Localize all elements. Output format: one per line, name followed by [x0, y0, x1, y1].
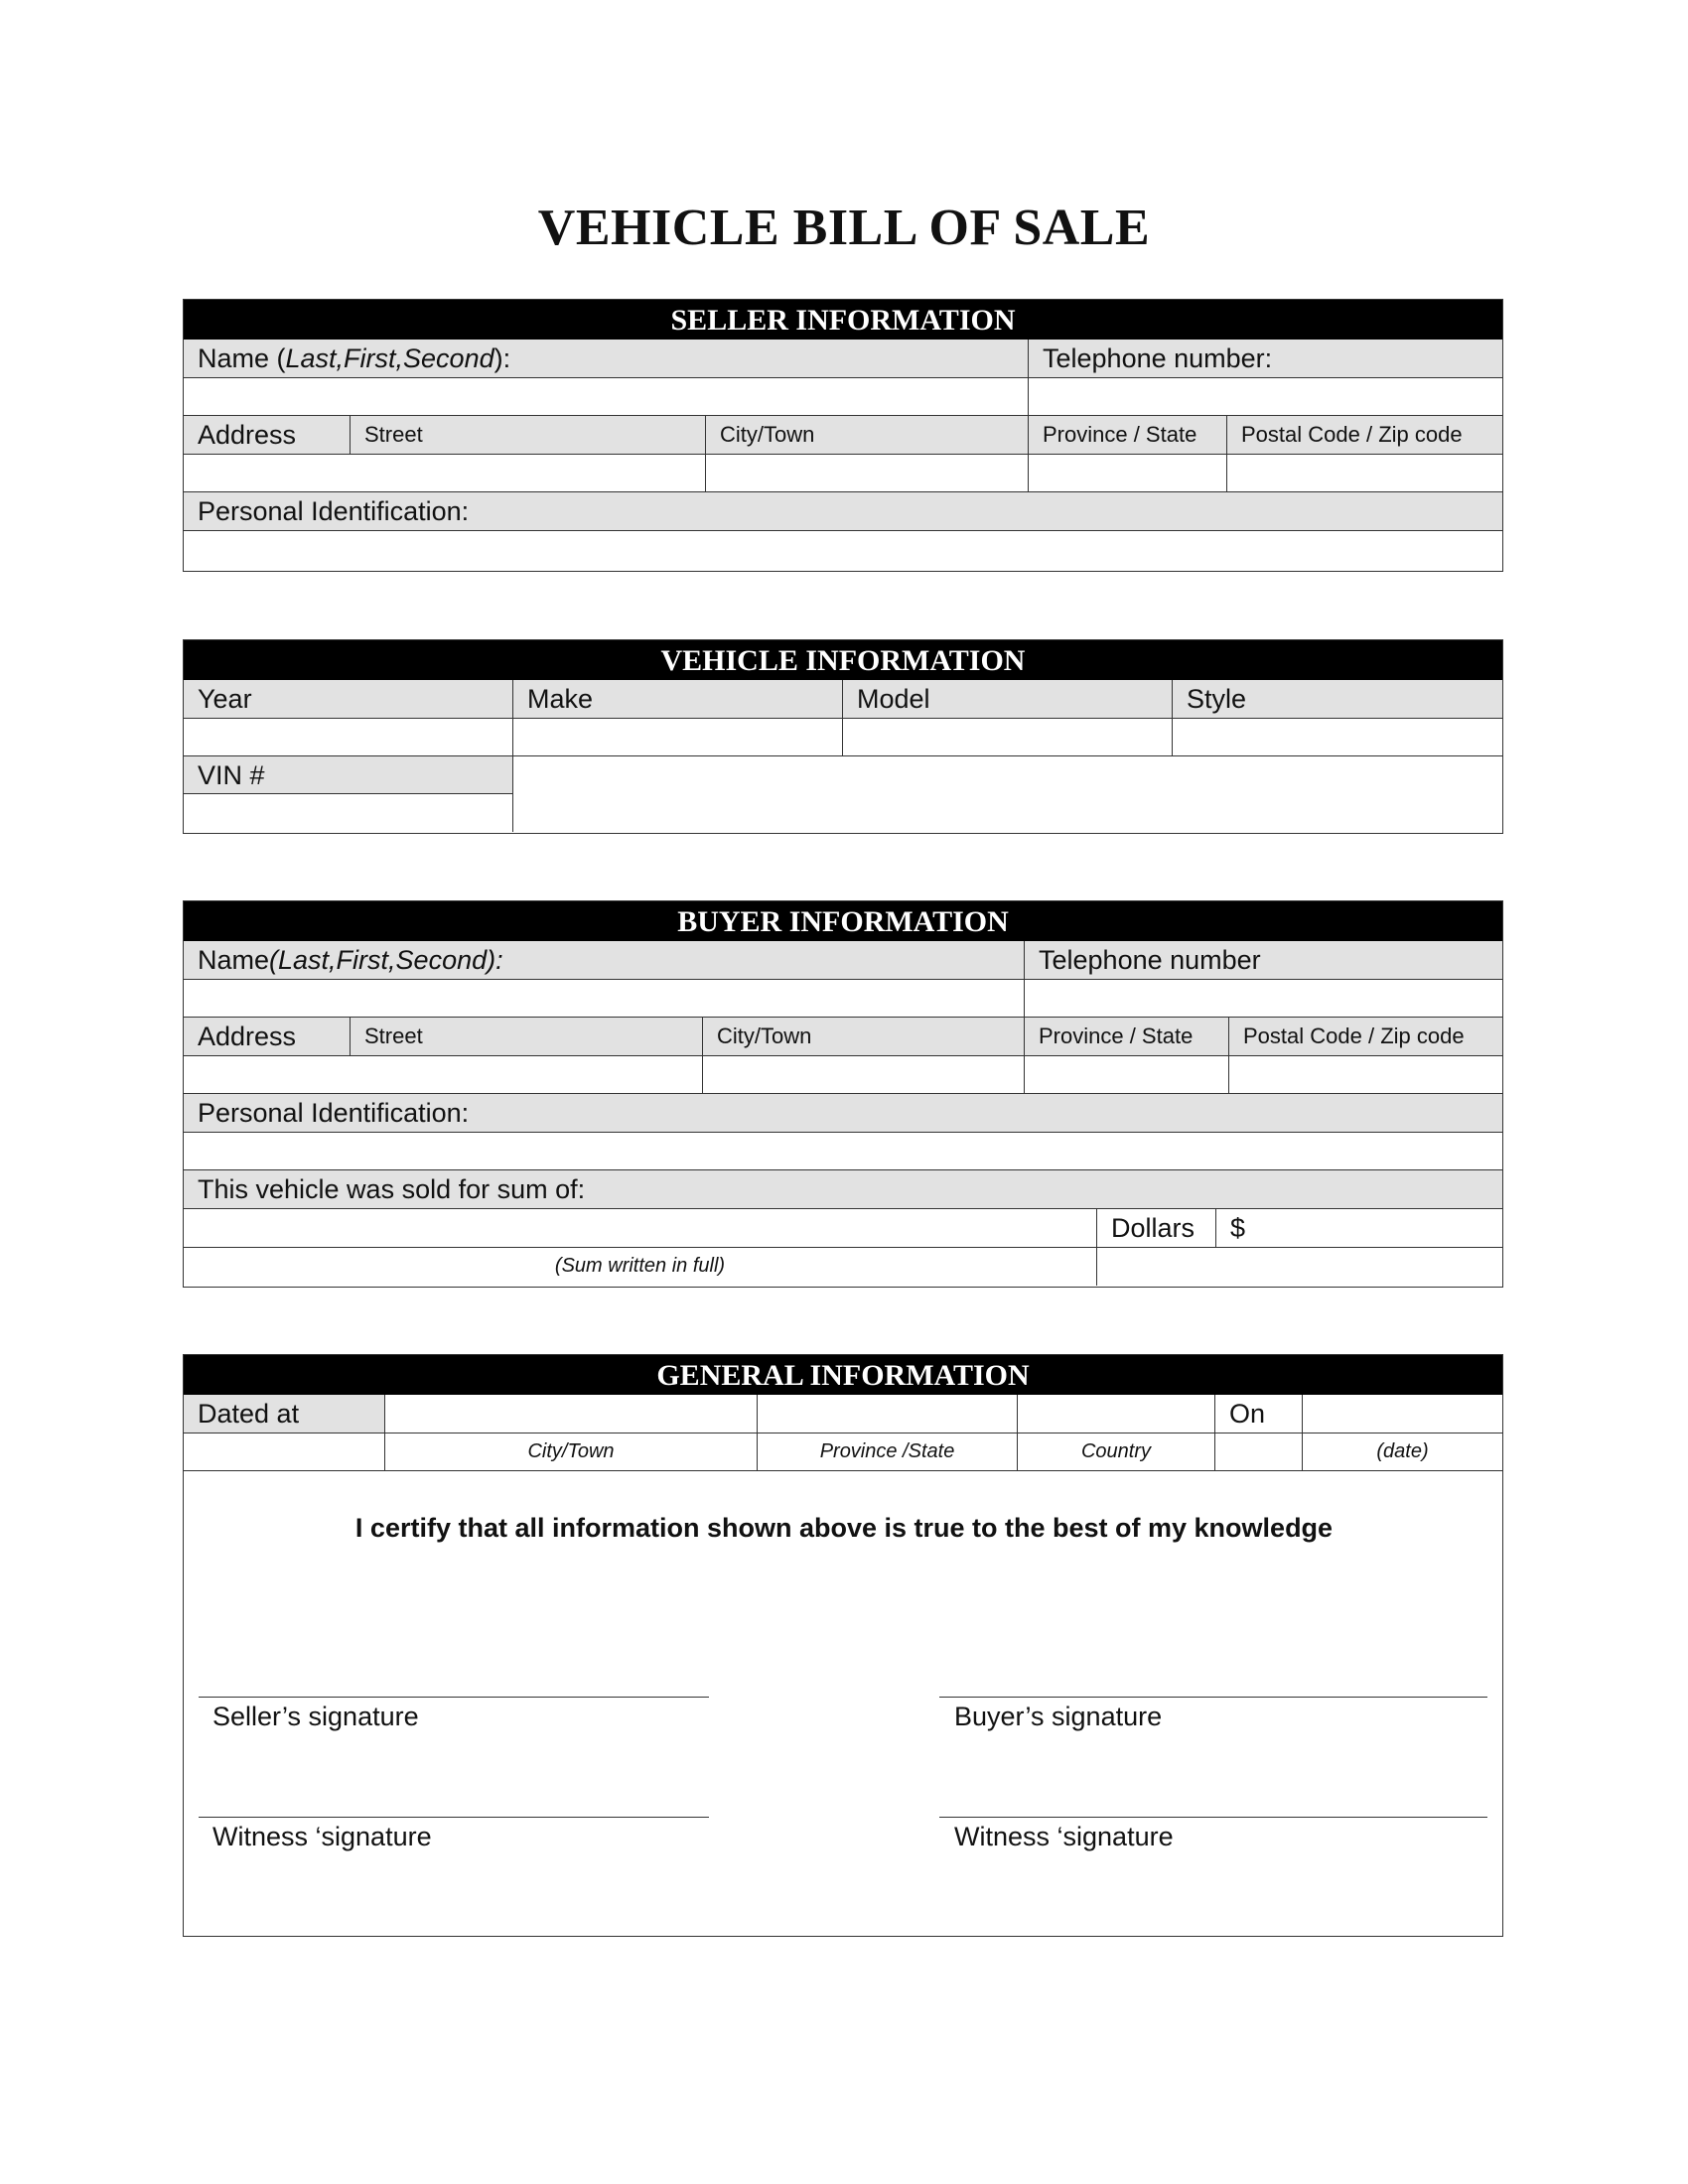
buyer-province-field[interactable] — [1025, 1056, 1229, 1094]
buyer-witness-signature-label: Witness ‘signature — [954, 1822, 1174, 1851]
buyer-signature-label: Buyer’s signature — [954, 1702, 1163, 1731]
seller-section — [183, 299, 1503, 572]
on-blank-cell — [1215, 1433, 1303, 1471]
seller-street-label: Street — [351, 416, 706, 455]
seller-postal-field[interactable] — [1227, 455, 1502, 492]
vehicle-year-field[interactable] — [184, 719, 513, 756]
on-label: On — [1215, 1395, 1303, 1433]
buyer-sum-label: This vehicle was sold for sum of: — [184, 1170, 1502, 1209]
city-hint: City/Town — [385, 1433, 758, 1471]
buyer-name-label: Name(Last,First,Second): — [184, 941, 1025, 980]
vehicle-model-label: Model — [843, 680, 1173, 719]
province-hint: Province /State — [758, 1433, 1018, 1471]
seller-telephone-field[interactable] — [1029, 378, 1502, 416]
dated-country-field[interactable] — [1018, 1395, 1215, 1433]
country-hint: Country — [1018, 1433, 1215, 1471]
buyer-dollars-label: Dollars — [1097, 1209, 1216, 1248]
seller-telephone-label: Telephone number: — [1029, 340, 1502, 378]
buyer-province-label: Province / State — [1025, 1018, 1229, 1056]
vehicle-make-field[interactable] — [513, 719, 843, 756]
date-field[interactable] — [1303, 1395, 1502, 1433]
seller-province-label: Province / State — [1029, 416, 1227, 455]
buyer-header: BUYER INFORMATION — [184, 901, 1502, 941]
buyer-sum-hint: (Sum written in full) — [184, 1248, 1097, 1286]
buyer-signature-line[interactable] — [939, 1697, 1487, 1698]
buyer-dollars-field[interactable] — [1216, 1209, 1502, 1248]
buyer-street-field[interactable] — [184, 1056, 703, 1094]
dated-blank-cell — [184, 1433, 385, 1471]
vehicle-year-label: Year — [184, 680, 513, 719]
buyer-telephone-field[interactable] — [1025, 980, 1502, 1018]
dated-at-label: Dated at — [184, 1395, 385, 1433]
seller-city-label: City/Town — [706, 416, 1029, 455]
buyer-telephone-label: Telephone number — [1025, 941, 1502, 980]
seller-province-field[interactable] — [1029, 455, 1227, 492]
seller-id-field[interactable] — [184, 531, 1502, 570]
currency-symbol: $ — [1230, 1213, 1246, 1243]
vehicle-vin-label: VIN # — [184, 756, 513, 794]
certification-statement: I certify that all information shown above is true to the best of my knowledge — [354, 1513, 1334, 1543]
buyer-city-field[interactable] — [703, 1056, 1025, 1094]
vehicle-make-label: Make — [513, 680, 843, 719]
buyer-sum-words-field[interactable] — [184, 1209, 1097, 1248]
buyer-witness-signature-line[interactable] — [939, 1817, 1487, 1818]
buyer-id-field[interactable] — [184, 1133, 1502, 1170]
seller-address-label: Address — [184, 416, 351, 455]
vehicle-style-label: Style — [1173, 680, 1502, 719]
buyer-address-label: Address — [184, 1018, 351, 1056]
buyer-city-label: City/Town — [703, 1018, 1025, 1056]
seller-witness-signature-line[interactable] — [199, 1817, 709, 1818]
general-header: GENERAL INFORMATION — [184, 1355, 1502, 1395]
buyer-postal-label: Postal Code / Zip code — [1229, 1018, 1502, 1056]
seller-header: SELLER INFORMATION — [184, 300, 1502, 340]
vehicle-section — [183, 639, 1503, 834]
vehicle-style-field[interactable] — [1173, 719, 1502, 756]
buyer-id-label: Personal Identification: — [184, 1094, 1502, 1133]
dated-province-field[interactable] — [758, 1395, 1018, 1433]
seller-street-field[interactable] — [184, 455, 706, 492]
seller-signature-line[interactable] — [199, 1697, 709, 1698]
vehicle-model-field[interactable] — [843, 719, 1173, 756]
seller-name-label: Name (Last,First,Second): — [184, 340, 1029, 378]
seller-city-field[interactable] — [706, 455, 1029, 492]
date-hint: (date) — [1303, 1433, 1502, 1471]
seller-name-field[interactable] — [184, 378, 1029, 416]
dated-city-field[interactable] — [385, 1395, 758, 1433]
buyer-street-label: Street — [351, 1018, 703, 1056]
vehicle-header: VEHICLE INFORMATION — [184, 640, 1502, 680]
document-title: VEHICLE BILL OF SALE — [537, 200, 1151, 256]
vehicle-blank-area — [513, 756, 1502, 832]
vehicle-vin-field[interactable] — [184, 794, 513, 832]
seller-postal-label: Postal Code / Zip code — [1227, 416, 1502, 455]
buyer-postal-field[interactable] — [1229, 1056, 1502, 1094]
buyer-name-field[interactable] — [184, 980, 1025, 1018]
seller-signature-label: Seller’s signature — [212, 1702, 419, 1731]
buyer-dollars-extra-field[interactable] — [1097, 1248, 1502, 1286]
buyer-section — [183, 900, 1503, 1288]
seller-witness-signature-label: Witness ‘signature — [212, 1822, 432, 1851]
seller-id-label: Personal Identification: — [184, 492, 1502, 531]
